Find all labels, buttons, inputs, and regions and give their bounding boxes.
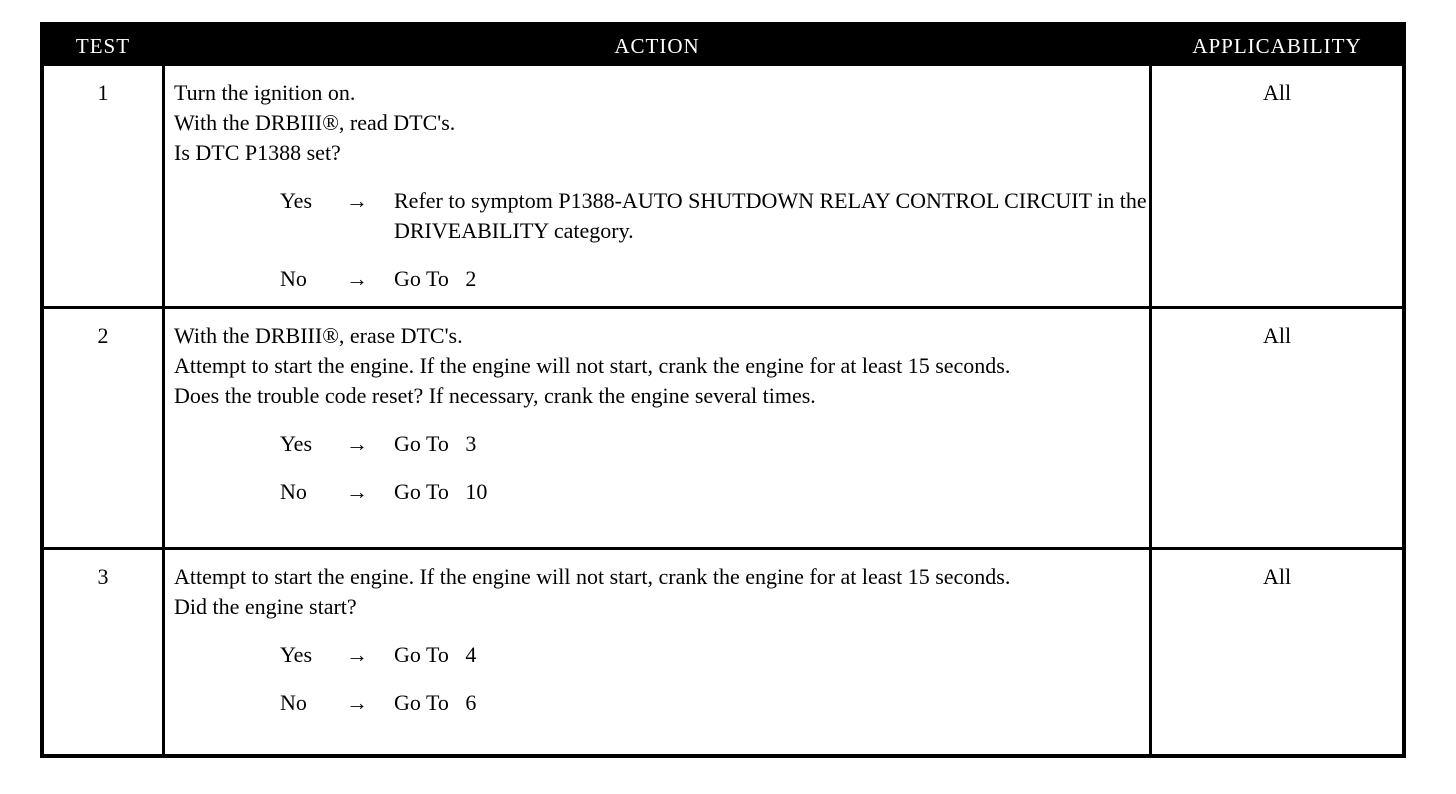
diagnostic-table <box>40 22 1406 758</box>
no-branch <box>174 264 1154 294</box>
no-label: No <box>280 690 307 715</box>
table-row <box>44 309 1402 550</box>
header-applicability: APPLICABILITY <box>1192 34 1362 58</box>
action-line: Is DTC P1388 set? <box>174 140 341 165</box>
header-test: TEST <box>75 34 131 58</box>
arrow-icon: → <box>346 642 368 667</box>
column-divider <box>162 309 165 547</box>
action-line: Does the trouble code reset? If necessary, crank the engine several times. <box>174 383 816 408</box>
yes-label: Yes <box>280 188 313 213</box>
applicability-cell: All <box>1262 80 1292 105</box>
no-label: No <box>280 479 307 504</box>
action-line: Did the engine start? <box>174 594 357 619</box>
no-result: Go To 10 <box>394 479 488 504</box>
action-line: Turn the ignition on. <box>174 80 356 105</box>
action-cell <box>174 321 1154 507</box>
yes-result: Go To 3 <box>394 431 477 456</box>
yes-branch <box>174 429 1154 459</box>
no-result: Go To 6 <box>394 690 477 715</box>
yes-branch <box>174 186 1154 246</box>
action-line: Attempt to start the engine. If the engine will not start, crank the engine for at least 15 seconds. <box>174 564 1011 589</box>
yes-label: Yes <box>280 431 313 456</box>
column-divider <box>162 550 165 754</box>
no-branch <box>174 477 1154 507</box>
action-line: With the DRBIII®, erase DTC's. <box>174 323 463 348</box>
arrow-icon: → <box>346 690 368 715</box>
arrow-icon: → <box>346 188 368 213</box>
arrow-icon: → <box>346 266 368 291</box>
action-line: Attempt to start the engine. If the engine will not start, crank the engine for at least 15 seconds. <box>174 353 1011 378</box>
no-label: No <box>280 266 307 291</box>
header-action: ACTION <box>614 34 700 58</box>
applicability-cell: All <box>1262 323 1292 348</box>
table-row <box>44 550 1402 754</box>
arrow-icon: → <box>346 479 368 504</box>
action-cell <box>174 562 1154 718</box>
arrow-icon: → <box>346 431 368 456</box>
applicability-cell: All <box>1262 564 1292 589</box>
test-number: 2 <box>97 323 109 348</box>
test-number: 3 <box>97 564 109 589</box>
no-branch <box>174 688 1154 718</box>
action-line: With the DRBIII®, read DTC's. <box>174 110 456 135</box>
yes-label: Yes <box>280 642 313 667</box>
yes-result: Go To 4 <box>394 642 477 667</box>
column-divider <box>162 66 165 306</box>
yes-result: Refer to symptom P1388-AUTO SHUTDOWN RELAY CONTROL CIRCUIT in the DRIVEABILITY category. <box>394 188 1147 243</box>
table-header <box>44 26 1402 66</box>
yes-branch <box>174 640 1154 670</box>
test-number: 1 <box>97 80 109 105</box>
action-cell <box>174 78 1154 294</box>
table-row <box>44 66 1402 309</box>
no-result: Go To 2 <box>394 266 477 291</box>
